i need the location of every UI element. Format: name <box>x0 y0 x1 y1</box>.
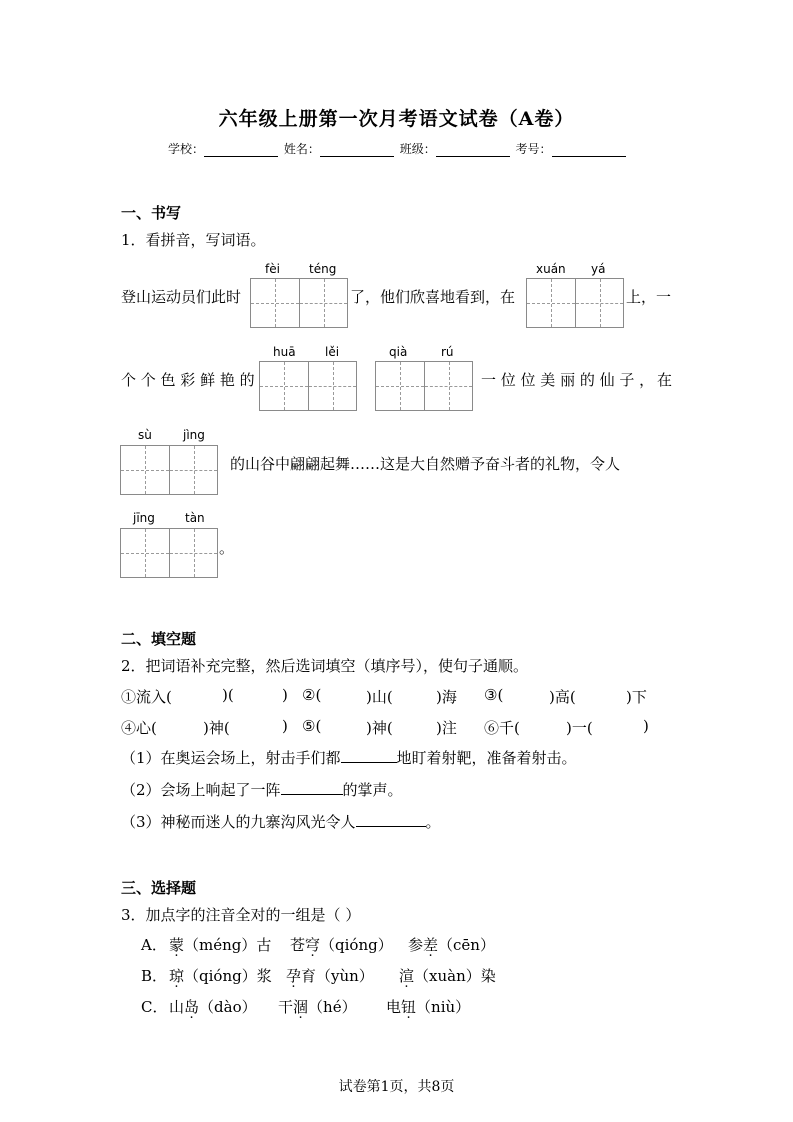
pinyin-hua: huā <box>273 345 296 359</box>
option-c-word1 <box>169 996 257 1017</box>
q2-row1-2b: )山( <box>366 688 393 706</box>
option-b-word1 <box>169 965 272 986</box>
option-c-w2-pinyin: （hé） <box>308 998 357 1016</box>
sentence2-blank[interactable] <box>281 780 343 795</box>
sentence1-blank[interactable] <box>341 748 397 763</box>
dotted-char: 渲 <box>399 967 415 985</box>
option-a-word3 <box>408 934 495 955</box>
q2-prompt: 2．把词语补充完整，然后选词填空（填序号），使句子通顺。 <box>121 657 529 675</box>
line2-text-b: 一 位 位 美 丽 的 仙 子 ， <box>481 371 655 389</box>
exam-number-blank[interactable] <box>552 143 626 157</box>
section1-heading: 一、书写 <box>121 204 182 222</box>
answer-grid-xuanya[interactable] <box>526 278 624 328</box>
grid-cell[interactable] <box>424 362 472 410</box>
option-a-w3-pinyin: （cēn） <box>438 936 495 954</box>
q1-prompt: 1．看拼音，写词语。 <box>121 231 266 249</box>
line1-text-a: 登山运动员们此时 <box>121 288 242 306</box>
dotted-char: 岛 <box>184 998 200 1016</box>
dotted-char: 琼 <box>169 967 185 985</box>
class-label: 班级： <box>399 142 436 156</box>
q2-row2-5a: ⑤( <box>302 717 322 735</box>
q2-row1-3b: )高( <box>549 688 576 706</box>
dotted-char: 差 <box>423 936 439 954</box>
sentence3-text-a: （3）神秘而迷人的九寨沟风光令人 <box>121 813 356 831</box>
q2-row1-2a: ②( <box>302 686 322 704</box>
grid-cell[interactable] <box>308 362 356 410</box>
grid-cell[interactable] <box>260 362 308 410</box>
name-blank[interactable] <box>320 143 394 157</box>
grid-cell[interactable] <box>527 279 575 327</box>
sentence2-text-a: （2）会场上响起了一阵 <box>121 781 281 799</box>
sentence3-blank[interactable] <box>356 812 426 827</box>
pinyin-lei: lěi <box>325 345 340 359</box>
q2-row1-1a: ①流入( <box>121 688 172 706</box>
name-label: 姓名： <box>283 142 320 156</box>
option-b-word3 <box>399 965 496 986</box>
line1-text-b: 了，他们欣喜地看到，在 <box>350 288 516 306</box>
student-info-line <box>168 140 628 157</box>
option-c-w2-pre: 干 <box>278 998 294 1016</box>
q2-row2-5c: )注 <box>436 719 457 737</box>
line3-text-a: 的山谷中翩翩起舞……这是大自然赠予奋斗者的礼物，令人 <box>230 455 621 473</box>
option-c-w3-pinyin: （niù） <box>416 998 471 1016</box>
school-blank[interactable] <box>204 143 278 157</box>
option-c-w3-pre: 电 <box>386 998 402 1016</box>
option-a-w2-pre: 苍 <box>290 936 306 954</box>
q2-row1-1b: )( <box>222 686 234 704</box>
grid-cell[interactable] <box>121 529 169 577</box>
sentence2-text-b: 的掌声。 <box>342 781 403 799</box>
answer-grid-qiaru[interactable] <box>375 361 473 411</box>
option-c-word3 <box>386 996 470 1017</box>
section3-heading: 三、选择题 <box>121 879 197 897</box>
q2-row1-3c: )下 <box>626 688 647 706</box>
q2-row2-6a: ⑥千( <box>484 719 520 737</box>
q2-row2-4a: ④心( <box>121 719 157 737</box>
q2-row2-4b: )神( <box>203 719 230 737</box>
option-a-word1 <box>169 934 271 955</box>
dotted-char: 蒙 <box>169 936 185 954</box>
option-c-w1-pinyin: （dào） <box>199 998 257 1016</box>
q2-row2-6c: ) <box>643 717 649 735</box>
q3-prompt: 3．加点字的注音全对的一组是（ ） <box>121 906 361 924</box>
option-a-w3-pre: 参 <box>408 936 424 954</box>
sentence3-text-b: 。 <box>425 813 441 831</box>
answer-grid-feiteng[interactable] <box>250 278 348 328</box>
section2-heading: 二、填空题 <box>121 630 197 648</box>
pinyin-tan: tàn <box>185 511 205 525</box>
grid-cell[interactable] <box>299 279 347 327</box>
q2-sentence-1 <box>121 747 577 768</box>
grid-cell[interactable] <box>169 446 217 494</box>
grid-cell[interactable] <box>376 362 424 410</box>
pinyin-qia: qià <box>389 345 408 359</box>
option-c-word2 <box>278 996 357 1017</box>
option-c-label[interactable]: C． <box>141 998 168 1016</box>
exam-number-label: 考号： <box>515 142 552 156</box>
answer-grid-sujing[interactable] <box>120 445 218 495</box>
line2-text-c: 在 <box>657 371 673 389</box>
option-b-word2 <box>286 965 374 986</box>
sentence1-text-b: 地盯着射靶，准备着射击。 <box>396 749 577 767</box>
q2-row2-6b: )一( <box>566 719 593 737</box>
pinyin-xuan: xuán <box>536 262 566 276</box>
option-a-word2 <box>290 934 393 955</box>
pinyin-ru: rú <box>441 345 454 359</box>
page-footer: 试卷第1页，共8页 <box>338 1079 455 1095</box>
q2-row1-3a: ③( <box>484 686 504 704</box>
q2-sentence-3 <box>121 811 441 832</box>
option-a-label[interactable]: A． <box>141 936 167 954</box>
answer-grid-hualei[interactable] <box>259 361 357 411</box>
line1-text-c: 上，一 <box>626 288 672 306</box>
page-title: 六年级上册第一次月考语文试卷（A卷） <box>218 108 575 130</box>
option-b-w3-pinyin: （xuàn）染 <box>414 967 496 985</box>
dotted-char: 穹 <box>305 936 321 954</box>
grid-cell[interactable] <box>251 279 299 327</box>
pinyin-jing2: jīng <box>133 511 155 525</box>
option-b-w1-pinyin: （qióng）浆 <box>184 967 272 985</box>
line2-text-a: 个 个 色 彩 鲜 艳 的 <box>121 371 255 389</box>
q2-row1-2c: )海 <box>436 688 457 706</box>
pinyin-teng: téng <box>309 262 337 276</box>
sentence1-text-a: （1）在奥运会场上，射击手们都 <box>121 749 341 767</box>
pinyin-ya: yá <box>591 262 606 276</box>
dotted-char: 孕 <box>286 967 302 985</box>
pinyin-fei: fèi <box>265 262 280 276</box>
answer-grid-jingtan[interactable] <box>120 528 218 578</box>
grid-cell[interactable] <box>121 446 169 494</box>
grid-cell[interactable] <box>575 279 623 327</box>
pinyin-jing: jìng <box>183 428 205 442</box>
option-b-w2-pinyin: 育（yùn） <box>301 967 374 985</box>
q2-row2-5b: )神( <box>366 719 393 737</box>
grid-cell[interactable] <box>169 529 217 577</box>
line4-text-a: 。 <box>219 539 235 557</box>
dotted-char: 钮 <box>401 998 417 1016</box>
option-b-label[interactable]: B． <box>141 967 168 985</box>
class-blank[interactable] <box>436 143 510 157</box>
option-c-w1-pre: 山 <box>169 998 185 1016</box>
pinyin-su: sù <box>138 428 152 442</box>
q2-sentence-2 <box>121 779 403 800</box>
school-label: 学校： <box>168 142 205 156</box>
q2-row1-1c: ) <box>282 686 288 704</box>
option-a-w2-pinyin: （qióng） <box>320 936 393 954</box>
q2-row2-4c: ) <box>282 717 288 735</box>
option-a-w1-pinyin: （méng）古 <box>184 936 272 954</box>
dotted-char: 涸 <box>293 998 309 1016</box>
